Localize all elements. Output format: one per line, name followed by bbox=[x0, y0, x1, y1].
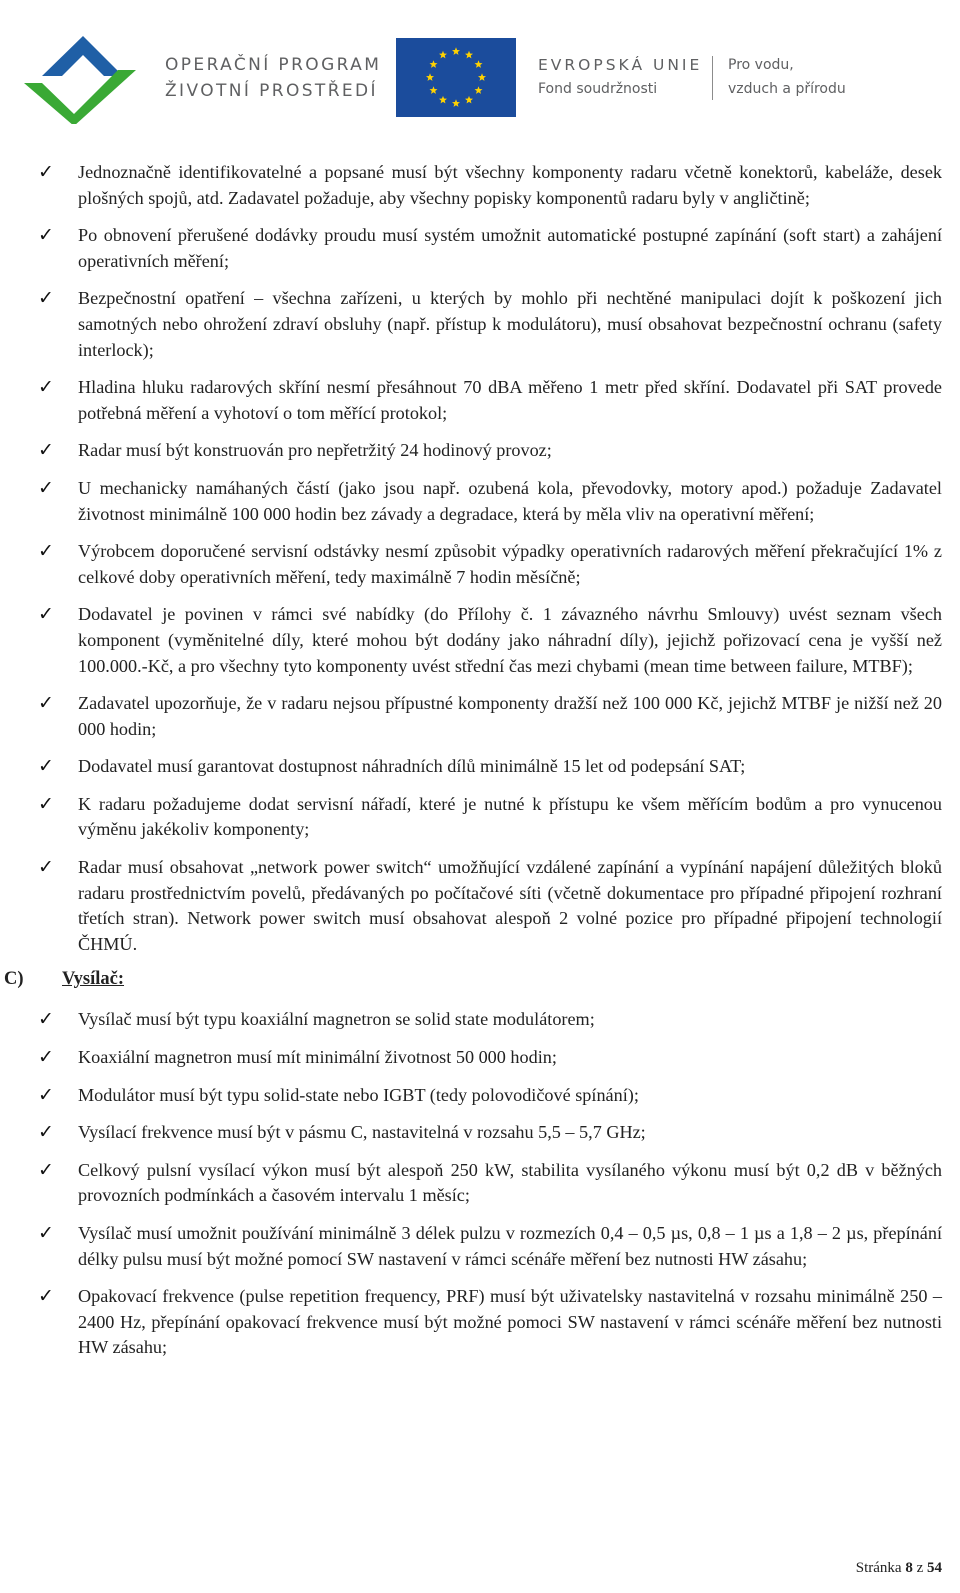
checkmark-icon: ✓ bbox=[38, 439, 54, 462]
list-item bbox=[38, 855, 942, 957]
section-heading bbox=[0, 969, 960, 997]
list-item bbox=[38, 286, 942, 363]
requirements-list bbox=[0, 160, 960, 957]
checkmark-icon: ✓ bbox=[38, 603, 54, 626]
checkmark-icon: ✓ bbox=[38, 540, 54, 563]
slogan-line-2: vzduch a přírodu bbox=[728, 81, 846, 97]
list-item bbox=[38, 754, 942, 780]
list-item bbox=[38, 1120, 942, 1146]
page-current: 8 bbox=[905, 1560, 913, 1576]
section-title: Vysílač: bbox=[62, 969, 125, 990]
list-item-text: Zadavatel upozorňuje, že v radaru nejsou přípustné komponenty dražší než 100 000 Kč, jejichž MTBF je nižší než 20 000 hodin; bbox=[78, 693, 942, 739]
list-item-text: Bezpečnostní opatření – všechna zařízeni, u kterých by mohlo při nechtěné manipulaci dojít k poškození jich samotných nebo ohrožení zdraví obsluhy (např. přístup k modulátoru), musí obsahovat bezpečnostní ochranu (safety interlock); bbox=[78, 288, 942, 360]
header-divider bbox=[712, 56, 713, 100]
list-item bbox=[38, 1284, 942, 1361]
checkmark-icon: ✓ bbox=[38, 692, 54, 715]
page-label: Stránka bbox=[855, 1560, 902, 1576]
list-item-text: Vysílací frekvence musí být v pásmu C, nastavitelná v rozsahu 5,5 – 5,7 GHz; bbox=[78, 1122, 646, 1143]
list-item-text: Koaxiální magnetron musí mít minimální životnost 50 000 hodin; bbox=[78, 1047, 557, 1068]
list-item-text: Vysílač musí umožnit používání minimálně 3 délek pulzu v rozmezích 0,4 – 0,5 µs, 0,8 – 1 µs a 1,8 – 2 µs, přepínání délky pulsu musí být možné pomocí SW nastavení v rámci scénáře měření bez nutnosti HW zásahu; bbox=[78, 1223, 942, 1269]
list-item-text: K radaru požadujeme dodat servisní nářadí, které je nutné k přístupu ke všem měřícím bodům a pro vynucenou výměnu jakékoliv komponenty; bbox=[78, 793, 942, 840]
checkmark-icon: ✓ bbox=[38, 476, 54, 499]
list-item bbox=[38, 1045, 942, 1071]
list-item bbox=[38, 1007, 942, 1033]
page-total: 54 bbox=[927, 1560, 942, 1576]
list-item bbox=[38, 539, 942, 590]
eu-label bbox=[538, 53, 702, 101]
checkmark-icon: ✓ bbox=[38, 287, 54, 310]
page-number bbox=[856, 1560, 942, 1577]
checkmark-icon: ✓ bbox=[38, 1222, 54, 1244]
eu-fund: Fond soudržnosti bbox=[538, 81, 658, 97]
program-line-1: OPERAČNÍ PROGRAM bbox=[165, 55, 382, 75]
list-item bbox=[38, 375, 942, 426]
checkmark-icon: ✓ bbox=[38, 224, 54, 247]
list-item-text: Opakovací frekvence (pulse repetition frequency, PRF) musí být uživatelsky nastavitelná v rozsahu minimálně 250 – 2400 Hz, přepínání opakovací frekvence musí být možné pomoci SW nastavení v rámci scénáře měření bez nutnosti HW zásahu; bbox=[78, 1286, 942, 1358]
program-name bbox=[165, 52, 381, 104]
checkmark-icon: ✓ bbox=[38, 856, 54, 879]
list-item bbox=[38, 1158, 942, 1209]
checkmark-icon: ✓ bbox=[38, 755, 54, 778]
eu-flag-icon bbox=[396, 38, 516, 117]
list-item bbox=[38, 476, 942, 527]
list-item bbox=[38, 1083, 942, 1109]
slogan-line-1: Pro vodu, bbox=[728, 57, 794, 73]
transmitter-requirements-list bbox=[0, 1007, 960, 1361]
list-item bbox=[38, 691, 942, 742]
page-header bbox=[0, 0, 960, 150]
list-item-text: Jednoznačně identifikovatelné a popsané musí být všechny komponenty radaru včetně konektorů, kabeláže, desek plošných spojů, atd. Zadavatel požaduje, aby všechny popisky komponentů radaru byly v angličtině; bbox=[78, 162, 942, 208]
checkmark-icon: ✓ bbox=[38, 792, 54, 815]
checkmark-icon: ✓ bbox=[38, 1083, 54, 1106]
page-of: z bbox=[916, 1560, 924, 1576]
list-item bbox=[38, 438, 942, 464]
list-item-text: Celkový pulsní vysílací výkon musí být alespoň 250 kW, stabilita vysílaného výkonu musí být 0,2 dB v běžných provozních podmínkách a časovém intervalu 1 měsíc; bbox=[78, 1159, 942, 1206]
list-item-text: Radar musí být konstruován pro nepřetržitý 24 hodinový provoz; bbox=[78, 440, 552, 461]
list-item-text: Dodavatel musí garantovat dostupnost náhradních dílů minimálně 15 let od podepsání SAT; bbox=[78, 756, 746, 777]
list-item-text: Výrobcem doporučené servisní odstávky nesmí způsobit výpadky operativních radarových měření překračující 1% z celkové doby operativních měření, tedy maximálně 7 hodin měsíčně; bbox=[78, 541, 942, 587]
list-item bbox=[38, 160, 942, 211]
checkmark-icon: ✓ bbox=[38, 1046, 54, 1069]
checkmark-icon: ✓ bbox=[38, 1285, 54, 1308]
opzp-logo-icon bbox=[22, 28, 144, 124]
checkmark-icon: ✓ bbox=[38, 161, 54, 183]
list-item-text: U mechanicky namáhaných částí (jako jsou např. ozubená kola, převodovky, motory apod.) požaduje Zadavatel životnost minimálně 100 000 hodin bez závady a degradace, která by měla vliv na operativní měření; bbox=[78, 477, 942, 524]
list-item-text: Hladina hluku radarových skříní nesmí přesáhnout 70 dBA měřeno 1 metr před skříní. Dodavatel při SAT provede potřebná měření a vyhotoví o tom měřící protokol; bbox=[78, 377, 942, 423]
section-letter: C) bbox=[4, 969, 24, 990]
program-line-2: ŽIVOTNÍ PROSTŘEDÍ bbox=[165, 81, 378, 101]
list-item bbox=[38, 1221, 942, 1272]
list-item-text: Vysílač musí být typu koaxiální magnetron se solid state modulátorem; bbox=[78, 1009, 595, 1030]
checkmark-icon: ✓ bbox=[38, 376, 54, 399]
list-item bbox=[38, 602, 942, 679]
list-item-text: Dodavatel je povinen v rámci své nabídky (do Přílohy č. 1 závazného návrhu Smlouvy) uvést seznam všech komponent (vyměnitelné díly, které mohou být dodány jako náhradní díly), jejichž pořizovací cena je vyšší než 100.000.-Kč, a pro všechny tyto komponenty uvést střední čas mezi chybami (mean time between failure, MTBF); bbox=[78, 604, 942, 676]
checkmark-icon: ✓ bbox=[38, 1008, 54, 1031]
checkmark-icon: ✓ bbox=[38, 1121, 54, 1144]
list-item bbox=[38, 223, 942, 274]
slogan bbox=[728, 53, 846, 101]
list-item-text: Po obnovení přerušené dodávky proudu musí systém umožnit automatické postupné zapínání (soft start) a zahájení operativních měření; bbox=[78, 225, 942, 271]
list-item-text: Radar musí obsahovat „network power switch“ umožňující vzdálené zapínání a vypínání napájení důležitých bloků radaru prostřednictvím povelů, předávaných po počítačové síti (včetně dokumentace pro případné připojení rozhraní třetích stran). Network power switch musí obsahovat alespoň 2 volné pozice pro případné připojení technologií ČHMÚ. bbox=[78, 857, 942, 954]
checkmark-icon: ✓ bbox=[38, 1158, 54, 1181]
document-body bbox=[0, 160, 960, 1373]
eu-title: EVROPSKÁ UNIE bbox=[538, 56, 703, 74]
list-item-text: Modulátor musí být typu solid-state nebo IGBT (tedy polovodičové spínání); bbox=[78, 1084, 639, 1105]
list-item bbox=[38, 792, 942, 843]
